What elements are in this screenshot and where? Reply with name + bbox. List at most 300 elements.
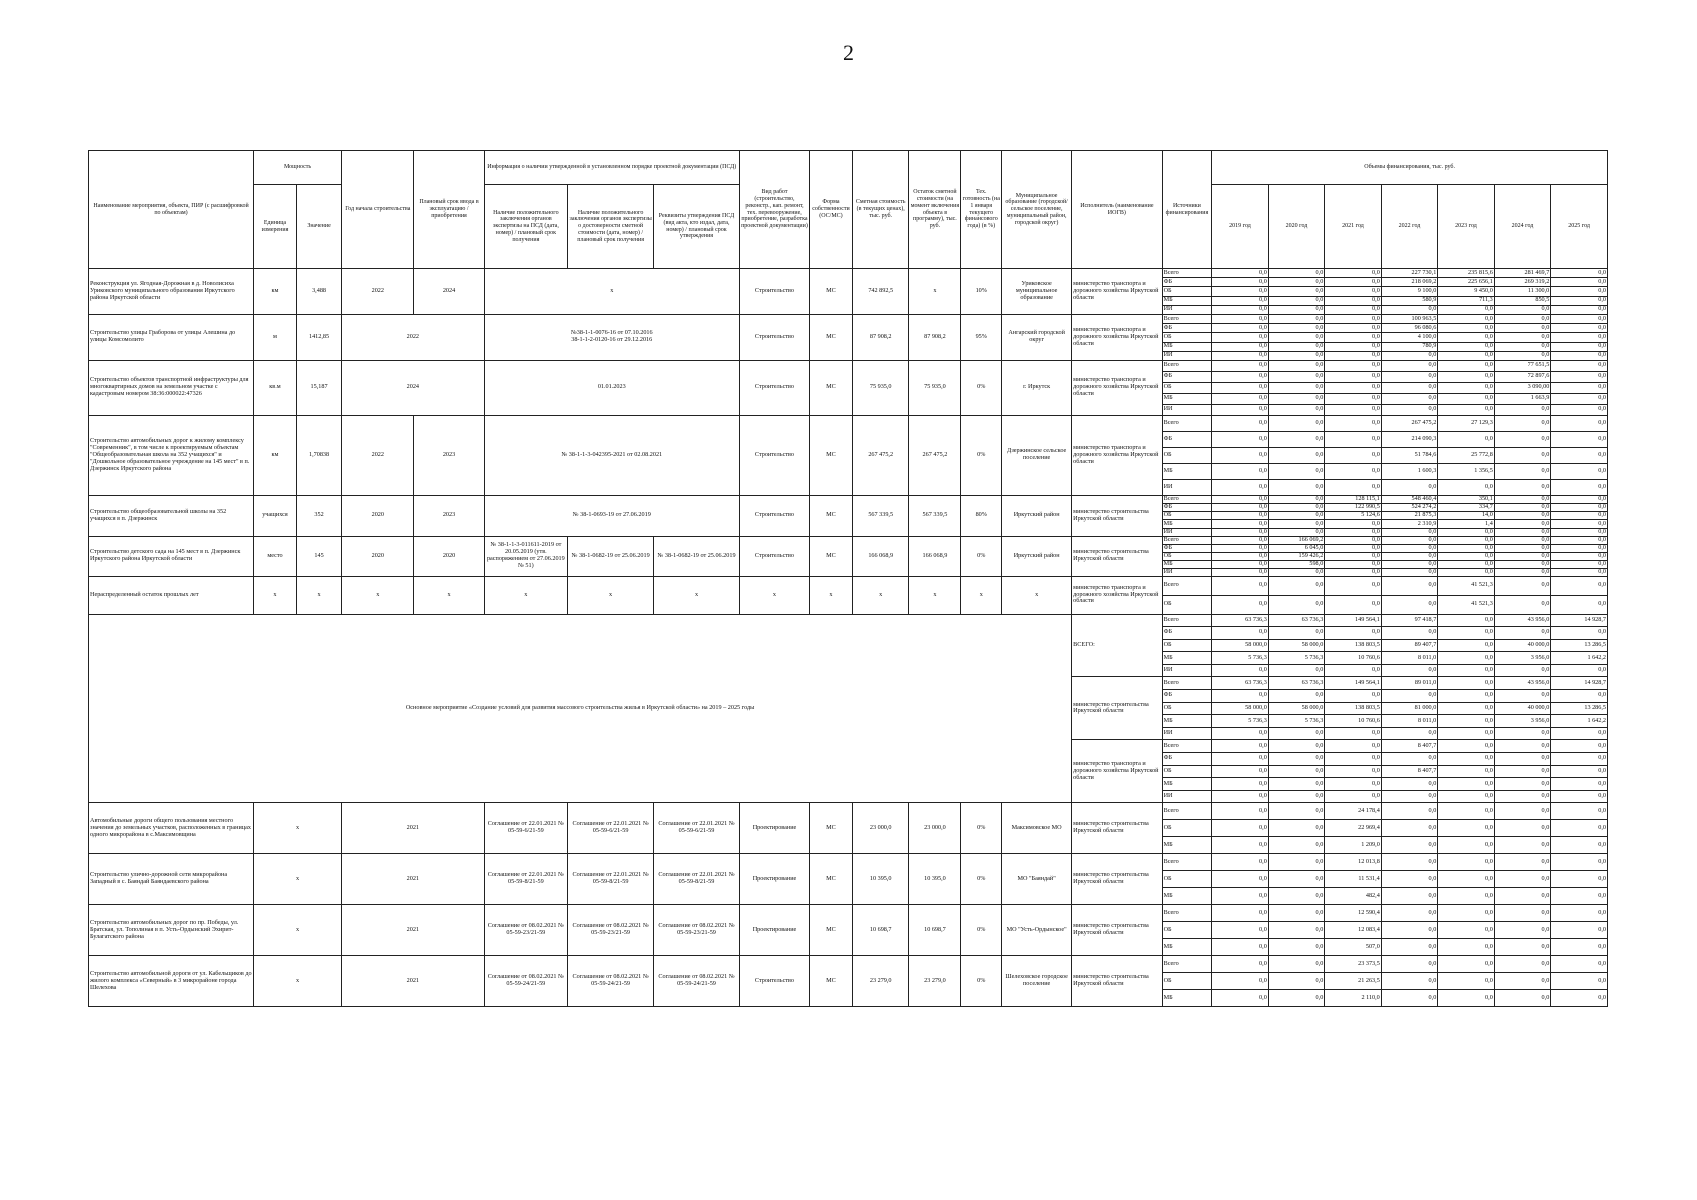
object-name: Строительство автомобильных дорог по пр. Победы, ул. Братская, ул. Тополиная в п. Усть-Ордынский Эхирит-Булагатского района: [89, 905, 254, 956]
source-cell: ФБ: [1162, 324, 1212, 333]
amount-cell: 0,0: [1381, 922, 1438, 939]
readiness-cell: 0%: [961, 905, 1002, 956]
start-year-cell: 2022: [342, 269, 414, 315]
amount-cell: 0,0: [1494, 479, 1551, 495]
amount-cell: 0,0: [1212, 536, 1269, 544]
executor-cell: министерство строительства Иркутской области: [1072, 495, 1162, 536]
amount-cell: 0,0: [1381, 973, 1438, 990]
amount-cell: 482,4: [1325, 888, 1382, 905]
amount-cell: 0,0: [1212, 269, 1269, 278]
executor-cell: министерство транспорта и дорожного хозяйства Иркутской области: [1072, 269, 1162, 315]
amount-cell: 63 736,3: [1268, 677, 1325, 690]
amount-cell: 0,0: [1268, 305, 1325, 314]
amount-cell: 41 521,3: [1438, 576, 1495, 595]
remaining-cell: 267 475,2: [909, 415, 961, 495]
source-cell: ОБ: [1162, 595, 1212, 614]
amount-cell: 0,0: [1438, 973, 1495, 990]
work-type-cell: Строительство: [739, 956, 809, 1007]
amount-cell: 58 000,0: [1268, 639, 1325, 652]
amount-cell: 0,0: [1381, 560, 1438, 568]
years-cell: 2021: [342, 905, 484, 956]
amount-cell: 43 956,0: [1494, 614, 1551, 627]
amount-cell: 0,0: [1551, 504, 1608, 512]
amount-cell: 0,0: [1381, 627, 1438, 640]
amount-cell: 0,0: [1212, 371, 1269, 382]
amount-cell: 0,0: [1438, 922, 1495, 939]
amount-cell: 225 656,1: [1438, 278, 1495, 287]
header-municipality: Муниципальное образование (городской/сельское поселение, муниципальный район, городской округ): [1002, 151, 1072, 269]
table-row: [89, 854, 1608, 871]
psd-merged-cell: №38-1-1-0076-16 от 07.10.2016 38-1-1-2-0120-16 от 29.12.2016: [484, 314, 739, 360]
amount-cell: 0,0: [1494, 790, 1551, 803]
amount-cell: 0,0: [1325, 371, 1382, 382]
amount-cell: 0,0: [1551, 495, 1608, 503]
amount-cell: 0,0: [1551, 627, 1608, 640]
amount-cell: 0,0: [1551, 296, 1608, 305]
unit-cell: х: [254, 576, 297, 614]
amount-cell: 0,0: [1212, 431, 1269, 447]
amount-cell: 0,0: [1381, 536, 1438, 544]
source-cell: Всего: [1162, 360, 1212, 371]
estimate-cell: 742 892,5: [852, 269, 909, 315]
amount-cell: 0,0: [1268, 778, 1325, 791]
amount-cell: 0,0: [1438, 560, 1495, 568]
unit-cell: место: [254, 536, 297, 576]
amount-cell: 1 209,0: [1325, 837, 1382, 854]
source-cell: ФБ: [1162, 753, 1212, 766]
amount-cell: 8 407,7: [1381, 765, 1438, 778]
amount-cell: 0,0: [1381, 727, 1438, 740]
estimate-cell: 166 068,9: [852, 536, 909, 576]
amount-cell: 0,0: [1268, 820, 1325, 837]
summary-executor: министерство транспорта и дорожного хозяйства Иркутской области: [1072, 740, 1162, 803]
amount-cell: 0,0: [1438, 614, 1495, 627]
amount-cell: 0,0: [1494, 956, 1551, 973]
amount-cell: 0,0: [1438, 544, 1495, 552]
amount-cell: 25 772,8: [1438, 447, 1495, 463]
amount-cell: 0,0: [1551, 740, 1608, 753]
amount-cell: 0,0: [1325, 690, 1382, 703]
amount-cell: 0,0: [1212, 790, 1269, 803]
psd1-cell: № 38-1-1-3-011611-2019 от 20.05.2019 (утв. распоряжением от 27.06.2019 № 51): [484, 536, 568, 576]
amount-cell: 0,0: [1212, 404, 1269, 415]
amount-cell: 0,0: [1381, 393, 1438, 404]
source-cell: МБ: [1162, 463, 1212, 479]
years-cell: 2024: [342, 360, 484, 415]
start-year-cell: 2020: [342, 536, 414, 576]
amount-cell: 0,0: [1551, 360, 1608, 371]
amount-cell: 0,0: [1212, 393, 1269, 404]
amount-cell: 0,0: [1551, 939, 1608, 956]
amount-cell: 10 760,6: [1325, 652, 1382, 665]
amount-cell: 0,0: [1551, 568, 1608, 576]
amount-cell: 21 263,5: [1325, 973, 1382, 990]
amount-cell: 0,0: [1494, 740, 1551, 753]
amount-cell: 3 956,0: [1494, 715, 1551, 728]
ownership-cell: МС: [810, 415, 853, 495]
amount-cell: 0,0: [1212, 512, 1269, 520]
amount-cell: 58 000,0: [1268, 702, 1325, 715]
summary-title: Основное мероприятие «Создание условий для развития массового строительства жилья в Иркутской области» на 2019 – 2025 годы: [89, 614, 1072, 803]
municipality-cell: Уриковское муниципальное образование: [1002, 269, 1072, 315]
amount-cell: 0,0: [1381, 778, 1438, 791]
amount-cell: 0,0: [1438, 990, 1495, 1007]
amount-cell: 0,0: [1551, 888, 1608, 905]
header-psd3: Реквизиты утверждения ПСД (вид акта, кто издал, дата, номер) / плановый срок утверждения: [654, 185, 740, 269]
amount-cell: 0,0: [1438, 753, 1495, 766]
amount-cell: 0,0: [1494, 351, 1551, 360]
remaining-cell: 10 698,7: [909, 905, 961, 956]
work-type-cell: Строительство: [739, 536, 809, 576]
source-cell: ОБ: [1162, 512, 1212, 520]
amount-cell: 0,0: [1551, 727, 1608, 740]
ownership-cell: МС: [810, 360, 853, 415]
years-cell: 2022: [342, 314, 484, 360]
source-cell: Всего: [1162, 415, 1212, 431]
source-cell: ИИ: [1162, 664, 1212, 677]
unit-value-cell: х: [254, 854, 342, 905]
remaining-cell: х: [909, 269, 961, 315]
unit-cell: км: [254, 269, 297, 315]
amount-cell: 81 000,0: [1381, 702, 1438, 715]
value-cell: 145: [296, 536, 341, 576]
amount-cell: 0,0: [1325, 324, 1382, 333]
amount-cell: 0,0: [1438, 778, 1495, 791]
amount-cell: 8 407,7: [1381, 740, 1438, 753]
table-row: [89, 360, 1608, 371]
amount-cell: 63 736,3: [1212, 614, 1269, 627]
amount-cell: 0,0: [1494, 552, 1551, 560]
end-year-cell: 2023: [414, 415, 484, 495]
amount-cell: 0,0: [1494, 820, 1551, 837]
amount-cell: 0,0: [1325, 790, 1382, 803]
amount-cell: 1 600,3: [1381, 463, 1438, 479]
amount-cell: 0,0: [1438, 314, 1495, 323]
amount-cell: 0,0: [1212, 305, 1269, 314]
amount-cell: 0,0: [1551, 765, 1608, 778]
amount-cell: 0,0: [1381, 790, 1438, 803]
amount-cell: 0,0: [1325, 333, 1382, 342]
amount-cell: 214 090,3: [1381, 431, 1438, 447]
amount-cell: 0,0: [1325, 342, 1382, 351]
amount-cell: 0,0: [1268, 447, 1325, 463]
source-cell: МБ: [1162, 778, 1212, 791]
amount-cell: 0,0: [1268, 512, 1325, 520]
work-type-cell: Строительство: [739, 269, 809, 315]
amount-cell: 0,0: [1268, 627, 1325, 640]
amount-cell: 0,0: [1494, 504, 1551, 512]
header-psd1: Наличие положительного заключения органов экспертизы на ПСД (дата, номер) / плановый срок получения: [484, 185, 568, 269]
amount-cell: 159 426,2: [1268, 552, 1325, 560]
source-cell: МБ: [1162, 520, 1212, 528]
source-cell: Всего: [1162, 803, 1212, 820]
amount-cell: 63 736,3: [1268, 614, 1325, 627]
amount-cell: 0,0: [1551, 905, 1608, 922]
psd3-cell: х: [654, 576, 740, 614]
amount-cell: 0,0: [1381, 576, 1438, 595]
work-type-cell: Строительство: [739, 360, 809, 415]
municipality-cell: г. Иркутск: [1002, 360, 1072, 415]
source-cell: Всего: [1162, 740, 1212, 753]
amount-cell: 13 286,5: [1551, 702, 1608, 715]
amount-cell: 0,0: [1551, 520, 1608, 528]
header-remaining: Остаток сметной стоимости (на момент включения объекта в программу), тыс. руб.: [909, 151, 961, 269]
header-value: Значение: [296, 185, 341, 269]
amount-cell: 0,0: [1212, 595, 1269, 614]
amount-cell: 3 090,00: [1494, 382, 1551, 393]
psd1-cell: Соглашение от 22.01.2021 № 05-59-6/21-59: [484, 803, 568, 854]
amount-cell: 0,0: [1494, 595, 1551, 614]
amount-cell: 0,0: [1551, 560, 1608, 568]
executor-cell: министерство транспорта и дорожного хозяйства Иркутской области: [1072, 415, 1162, 495]
amount-cell: 27 129,3: [1438, 415, 1495, 431]
amount-cell: 0,0: [1212, 740, 1269, 753]
amount-cell: 0,0: [1325, 740, 1382, 753]
work-type-cell: Строительство: [739, 415, 809, 495]
ownership-cell: МС: [810, 269, 853, 315]
header-commission: Плановый срок ввода в эксплуатацию / приобретения: [414, 151, 484, 269]
source-cell: Всего: [1162, 269, 1212, 278]
amount-cell: 0,0: [1551, 854, 1608, 871]
amount-cell: 0,0: [1381, 479, 1438, 495]
amount-cell: 0,0: [1268, 479, 1325, 495]
amount-cell: 548 460,4: [1381, 495, 1438, 503]
amount-cell: 0,0: [1551, 351, 1608, 360]
amount-cell: 0,0: [1268, 576, 1325, 595]
amount-cell: 0,0: [1268, 854, 1325, 871]
amount-cell: 0,0: [1268, 990, 1325, 1007]
amount-cell: 0,0: [1268, 595, 1325, 614]
amount-cell: 0,0: [1381, 990, 1438, 1007]
value-cell: 352: [296, 495, 341, 536]
source-cell: ФБ: [1162, 431, 1212, 447]
amount-cell: 0,0: [1438, 568, 1495, 576]
amount-cell: 0,0: [1268, 269, 1325, 278]
amount-cell: 0,0: [1438, 382, 1495, 393]
psd2-cell: № 38-1-0682-19 от 25.06.2019: [568, 536, 654, 576]
amount-cell: 0,0: [1268, 939, 1325, 956]
amount-cell: 0,0: [1438, 956, 1495, 973]
amount-cell: 0,0: [1438, 765, 1495, 778]
header-psd-info: Информация о наличии утвержденной в установленном порядке проектной документации (ПСД): [484, 151, 739, 185]
header-executor: Исполнитель (наименование ИОГВ): [1072, 151, 1162, 269]
amount-cell: 9 100,0: [1381, 287, 1438, 296]
amount-cell: 0,0: [1381, 871, 1438, 888]
amount-cell: 0,0: [1268, 360, 1325, 371]
amount-cell: 0,0: [1551, 463, 1608, 479]
header-year: 2020 год: [1268, 185, 1325, 269]
amount-cell: 0,0: [1268, 463, 1325, 479]
amount-cell: 10 760,6: [1325, 715, 1382, 728]
header-sources: Источники финансирования: [1162, 151, 1212, 269]
amount-cell: 0,0: [1494, 512, 1551, 520]
readiness-cell: 0%: [961, 360, 1002, 415]
executor-cell: министерство строительства Иркутской области: [1072, 854, 1162, 905]
unit-value-cell: х: [254, 803, 342, 854]
amount-cell: 0,0: [1551, 287, 1608, 296]
amount-cell: 850,5: [1494, 296, 1551, 305]
readiness-cell: 0%: [961, 536, 1002, 576]
amount-cell: 0,0: [1325, 463, 1382, 479]
readiness-cell: 0%: [961, 803, 1002, 854]
ownership-cell: МС: [810, 905, 853, 956]
source-cell: МБ: [1162, 342, 1212, 351]
amount-cell: 0,0: [1212, 990, 1269, 1007]
header-funding: Объемы финансирования, тыс. руб.: [1212, 151, 1608, 185]
amount-cell: 0,0: [1494, 431, 1551, 447]
unit-value-cell: х: [254, 956, 342, 1007]
amount-cell: 524 274,2: [1381, 504, 1438, 512]
amount-cell: 0,0: [1494, 447, 1551, 463]
municipality-cell: МО "Баяндай": [1002, 854, 1072, 905]
amount-cell: 0,0: [1438, 790, 1495, 803]
amount-cell: 0,0: [1212, 544, 1269, 552]
amount-cell: 0,0: [1212, 727, 1269, 740]
amount-cell: 0,0: [1438, 324, 1495, 333]
amount-cell: 0,0: [1494, 495, 1551, 503]
municipality-cell: Иркутский район: [1002, 495, 1072, 536]
amount-cell: 0,0: [1494, 973, 1551, 990]
municipality-cell: Дзержинское сельское поселение: [1002, 415, 1072, 495]
source-cell: Всего: [1162, 576, 1212, 595]
amount-cell: 1 356,5: [1438, 463, 1495, 479]
unit-cell: учащихся: [254, 495, 297, 536]
source-cell: МБ: [1162, 296, 1212, 305]
start-year-cell: 2022: [342, 415, 414, 495]
table-row: [89, 576, 1608, 595]
psd3-cell: Соглашение от 08.02.2021 № 05-59-24/21-59: [654, 956, 740, 1007]
amount-cell: 0,0: [1494, 854, 1551, 871]
amount-cell: 0,0: [1325, 479, 1382, 495]
amount-cell: 0,0: [1212, 690, 1269, 703]
source-cell: МБ: [1162, 888, 1212, 905]
end-year-cell: 2024: [414, 269, 484, 315]
amount-cell: 0,0: [1212, 627, 1269, 640]
amount-cell: 0,0: [1212, 664, 1269, 677]
psd-merged-cell: х: [484, 269, 739, 315]
amount-cell: 0,0: [1212, 905, 1269, 922]
amount-cell: 0,0: [1381, 568, 1438, 576]
end-year-cell: 2023: [414, 495, 484, 536]
amount-cell: 41 521,3: [1438, 595, 1495, 614]
amount-cell: 0,0: [1494, 404, 1551, 415]
amount-cell: 0,0: [1212, 778, 1269, 791]
amount-cell: 0,0: [1494, 568, 1551, 576]
psd-merged-cell: № 38-1-0693-19 от 27.06.2019: [484, 495, 739, 536]
amount-cell: 0,0: [1381, 404, 1438, 415]
remaining-cell: 23 279,0: [909, 956, 961, 1007]
header-year: 2024 год: [1494, 185, 1551, 269]
amount-cell: 1 642,2: [1551, 715, 1608, 728]
amount-cell: 0,0: [1438, 333, 1495, 342]
table-row: [89, 314, 1608, 323]
source-cell: ИИ: [1162, 790, 1212, 803]
amount-cell: 0,0: [1494, 560, 1551, 568]
source-cell: ИИ: [1162, 528, 1212, 536]
amount-cell: 0,0: [1325, 305, 1382, 314]
amount-cell: 780,9: [1381, 342, 1438, 351]
object-name: Строительство детского сада на 145 мест в п. Дзержинск Иркутского района Иркутской области: [89, 536, 254, 576]
amount-cell: 0,0: [1212, 528, 1269, 536]
amount-cell: 281 469,7: [1494, 269, 1551, 278]
amount-cell: 122 990,5: [1325, 504, 1382, 512]
executor-cell: министерство строительства Иркутской области: [1072, 803, 1162, 854]
header-year: 2019 год: [1212, 185, 1269, 269]
executor-cell: министерство строительства Иркутской области: [1072, 905, 1162, 956]
remaining-cell: 166 068,9: [909, 536, 961, 576]
amount-cell: 0,0: [1494, 664, 1551, 677]
amount-cell: 1 663,9: [1494, 393, 1551, 404]
amount-cell: 0,0: [1325, 536, 1382, 544]
amount-cell: 2 310,9: [1381, 520, 1438, 528]
table-row: [89, 536, 1608, 544]
amount-cell: 0,0: [1494, 415, 1551, 431]
header-start-year: Год начала строительства: [342, 151, 414, 269]
municipality-cell: Ангарский городской округ: [1002, 314, 1072, 360]
amount-cell: 11 531,4: [1325, 871, 1382, 888]
amount-cell: 14,0: [1438, 512, 1495, 520]
municipality-cell: МО "Усть-Ордынское": [1002, 905, 1072, 956]
amount-cell: 0,0: [1551, 956, 1608, 973]
executor-cell: министерство строительства Иркутской области: [1072, 536, 1162, 576]
amount-cell: 0,0: [1494, 727, 1551, 740]
amount-cell: 0,0: [1381, 371, 1438, 382]
amount-cell: 0,0: [1551, 333, 1608, 342]
work-type-cell: х: [739, 576, 809, 614]
amount-cell: 0,0: [1551, 690, 1608, 703]
amount-cell: 0,0: [1268, 803, 1325, 820]
psd2-cell: Соглашение от 08.02.2021 № 05-59-23/21-59: [568, 905, 654, 956]
amount-cell: 0,0: [1551, 544, 1608, 552]
amount-cell: 96 080,6: [1381, 324, 1438, 333]
amount-cell: 0,0: [1212, 973, 1269, 990]
amount-cell: 0,0: [1268, 790, 1325, 803]
amount-cell: 51 784,6: [1381, 447, 1438, 463]
source-cell: ОБ: [1162, 382, 1212, 393]
amount-cell: 21 875,3: [1381, 512, 1438, 520]
amount-cell: 0,0: [1325, 576, 1382, 595]
amount-cell: 0,0: [1438, 528, 1495, 536]
amount-cell: 8 011,0: [1381, 652, 1438, 665]
source-cell: ОБ: [1162, 447, 1212, 463]
amount-cell: 0,0: [1438, 715, 1495, 728]
source-cell: Всего: [1162, 905, 1212, 922]
amount-cell: 0,0: [1381, 595, 1438, 614]
header-readiness: Тех. готовность (на 1 января текущего финансового года) (в %): [961, 151, 1002, 269]
amount-cell: 0,0: [1438, 627, 1495, 640]
amount-cell: 5 736,3: [1268, 652, 1325, 665]
amount-cell: 0,0: [1212, 351, 1269, 360]
amount-cell: 0,0: [1381, 837, 1438, 854]
amount-cell: 0,0: [1268, 287, 1325, 296]
amount-cell: 0,0: [1381, 753, 1438, 766]
amount-cell: 0,0: [1494, 753, 1551, 766]
amount-cell: 0,0: [1325, 544, 1382, 552]
amount-cell: 0,0: [1325, 447, 1382, 463]
table-row: [89, 803, 1608, 820]
object-name: Строительство улицы Граборова от улицы Алешина до улицы Комсомолито: [89, 314, 254, 360]
amount-cell: 0,0: [1494, 803, 1551, 820]
amount-cell: 0,0: [1212, 576, 1269, 595]
amount-cell: 0,0: [1325, 664, 1382, 677]
psd2-cell: Соглашение от 08.02.2021 № 05-59-24/21-59: [568, 956, 654, 1007]
source-cell: ОБ: [1162, 765, 1212, 778]
amount-cell: 0,0: [1551, 536, 1608, 544]
estimate-cell: 23 279,0: [852, 956, 909, 1007]
amount-cell: 24 178,4: [1325, 803, 1382, 820]
amount-cell: 0,0: [1438, 479, 1495, 495]
amount-cell: 89 011,0: [1381, 677, 1438, 690]
